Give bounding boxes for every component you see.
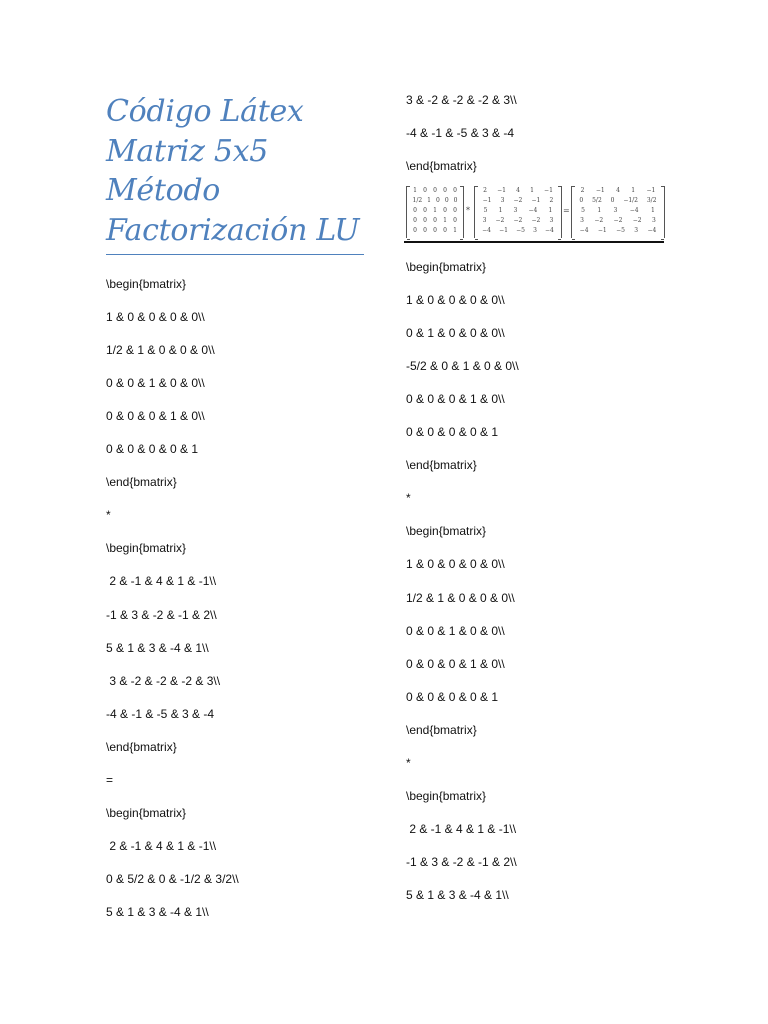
matrix-cell: −1	[499, 227, 508, 234]
matrix-cell: 0	[423, 217, 427, 224]
matrix-row	[475, 226, 561, 236]
matrix-cell: 3	[533, 227, 537, 234]
matrix-cell: 0	[443, 207, 447, 214]
matrix-cell: 0	[453, 217, 457, 224]
matrix-cell: 3	[513, 207, 518, 214]
matrix-cell: 3	[549, 217, 554, 224]
matrix-cell: 1	[427, 197, 431, 204]
latex-line: -1 & 3 & -2 & -1 & 2\\	[106, 607, 217, 622]
matrix-cell: 1	[631, 187, 636, 194]
matrix-cell: 1	[433, 207, 437, 214]
matrix-cell: −4	[545, 227, 554, 234]
matrix-cell: −5	[616, 227, 625, 234]
matrix-cell: 0	[433, 217, 437, 224]
matrix-a	[474, 186, 562, 238]
matrix-cell: 0	[423, 227, 427, 234]
latex-line: 3 & -2 & -2 & -2 & 3\\	[406, 93, 517, 107]
latex-line: \end{bmatrix}	[406, 722, 477, 737]
matrix-cell: 4	[616, 187, 620, 194]
matrix-cell: 2	[483, 187, 487, 194]
matrix-cell: 4	[516, 187, 520, 194]
document-title	[106, 92, 359, 250]
matrix-row	[475, 186, 561, 196]
matrix-cell: 0	[579, 197, 584, 204]
matrix-cell: 3	[613, 207, 618, 214]
latex-line: \end{bmatrix}	[106, 475, 177, 490]
matrix-cell: 5	[483, 207, 488, 214]
matrix-cell: −1	[544, 187, 553, 194]
matrix-row	[572, 206, 664, 216]
matrix-cell: −4	[629, 207, 639, 214]
matrix-cell: −1/2	[623, 197, 638, 204]
matrix-row	[407, 216, 463, 226]
matrix-cell: −1	[646, 187, 656, 194]
matrix-cell: 0	[433, 227, 437, 234]
matrix-row	[475, 216, 561, 226]
matrix-cell: 0	[443, 187, 447, 194]
latex-line: 1 & 0 & 0 & 0 & 0\\	[406, 293, 505, 308]
matrix-cell: −2	[495, 217, 505, 224]
matrix-cell: 1	[530, 187, 534, 194]
title-line-1: Código Látex	[106, 94, 304, 129]
matrix-row	[572, 196, 664, 206]
matrix-cell: −2	[531, 217, 541, 224]
latex-line: -5/2 & 0 & 1 & 0 & 0\\	[406, 359, 519, 374]
matrix-equation-image	[404, 184, 664, 244]
latex-line: -4 & -1 & -5 & 3 & -4	[406, 126, 515, 140]
matrix-cell: 3	[580, 217, 584, 224]
latex-line: 0 & 0 & 0 & 0 & 1	[406, 425, 499, 440]
latex-line: 0 & 0 & 0 & 1 & 0\\	[406, 656, 505, 671]
latex-line: 0 & 0 & 0 & 0 & 1	[406, 689, 499, 704]
matrix-cell: 3/2	[646, 197, 657, 204]
matrix-cell: 0	[423, 207, 427, 214]
matrix-cell: −4	[579, 227, 589, 234]
latex-line: \end{bmatrix}	[406, 458, 477, 473]
matrix-cell: 0	[610, 197, 615, 204]
matrix-cell: −1	[497, 187, 506, 194]
matrix-cell: −1	[595, 187, 605, 194]
latex-line: 0 & 0 & 1 & 0 & 0\\	[106, 376, 205, 391]
title-line-4: Factorización LU	[106, 212, 360, 248]
matrix-cell: −4	[482, 227, 491, 234]
latex-line: \end{bmatrix}	[106, 739, 177, 754]
matrix-cell: −4	[528, 207, 538, 214]
latex-line: -4 & -1 & -5 & 3 & -4	[106, 706, 215, 721]
matrix-result	[571, 186, 665, 238]
matrix-cell: 0	[413, 227, 417, 234]
matrix-row	[572, 216, 664, 226]
latex-line: 2 & -1 & 4 & 1 & -1\\	[406, 821, 517, 836]
matrix-cell: −2	[513, 197, 523, 204]
latex-line: 1 & 0 & 0 & 0 & 0\\	[406, 557, 505, 572]
matrix-row	[572, 186, 664, 196]
matrix-cell: 1	[597, 207, 602, 214]
latex-line: 0 & 5/2 & 0 & -1/2 & 3/2\\	[106, 871, 239, 886]
latex-line: \end{bmatrix}	[406, 159, 477, 173]
title-line-3: Método	[106, 173, 221, 208]
matrix-row	[475, 206, 561, 216]
matrix-cell: 5	[581, 207, 585, 214]
matrix-cell: 1	[498, 207, 503, 214]
matrix-cell: 5/2	[592, 197, 602, 204]
matrix-cell: 1	[443, 217, 447, 224]
latex-line: 0 & 0 & 0 & 1 & 0\\	[406, 392, 505, 407]
latex-line: *	[406, 755, 411, 770]
latex-line: 1 & 0 & 0 & 0 & 0\\	[106, 310, 205, 325]
latex-line: \begin{bmatrix}	[406, 788, 487, 803]
latex-line: \begin{bmatrix}	[106, 541, 187, 556]
matrix-cell: 0	[423, 187, 427, 194]
matrix-cell: 1	[413, 187, 417, 194]
matrix-row	[572, 226, 664, 236]
equals-operator: =	[563, 206, 570, 215]
matrix-cell: 1/2	[412, 197, 423, 204]
latex-line: 0 & 0 & 1 & 0 & 0\\	[406, 623, 505, 638]
matrix-cell: 1	[453, 227, 457, 234]
matrix-cell: −1	[531, 197, 541, 204]
matrix-row	[407, 206, 463, 216]
matrix-cell: 1	[548, 207, 553, 214]
latex-line: 0 & 1 & 0 & 0 & 0\\	[406, 326, 505, 341]
latex-line: 1/2 & 1 & 0 & 0 & 0\\	[106, 343, 215, 358]
matrix-cell: 0	[453, 207, 457, 214]
latex-line: *	[406, 491, 411, 506]
latex-line: 3 & -2 & -2 & -2 & 3\\	[106, 673, 221, 688]
latex-line: 2 & -1 & 4 & 1 & -1\\	[106, 574, 217, 589]
matrix-cell: −2	[513, 217, 523, 224]
matrix-cell: 0	[413, 207, 417, 214]
title-line-2: Matriz 5x5	[106, 133, 269, 169]
matrix-cell: 2	[549, 197, 554, 204]
matrix-row	[407, 226, 463, 236]
latex-line: 0 & 0 & 0 & 0 & 1	[106, 442, 199, 457]
matrix-cell: −5	[516, 227, 525, 234]
matrix-cell: 0	[443, 227, 447, 234]
matrix-cell: 3	[634, 227, 639, 234]
latex-line: =	[106, 772, 114, 787]
matrix-cell: 0	[435, 197, 440, 204]
matrix-cell: 2	[580, 187, 585, 194]
latex-line: -1 & 3 & -2 & -1 & 2\\	[406, 854, 517, 869]
matrix-cell: −2	[613, 217, 623, 224]
latex-line: \begin{bmatrix}	[106, 277, 187, 291]
matrix-cell: 3	[651, 217, 656, 224]
matrix-row	[407, 186, 463, 196]
matrix-cell: −2	[594, 217, 604, 224]
multiply-operator: *	[466, 206, 470, 215]
matrix-l1	[406, 186, 464, 238]
matrix-row	[407, 196, 463, 206]
latex-line: 5 & 1 & 3 & -4 & 1\\	[106, 640, 209, 655]
latex-line: 2 & -1 & 4 & 1 & -1\\	[106, 838, 217, 853]
matrix-cell: 0	[453, 187, 457, 194]
matrix-cell: −4	[647, 227, 657, 234]
matrix-cell: 1	[650, 207, 655, 214]
latex-line: 5 & 1 & 3 & -4 & 1\\	[106, 904, 209, 919]
matrix-cell: 0	[413, 217, 417, 224]
latex-line: 1/2 & 1 & 0 & 0 & 0\\	[406, 590, 515, 605]
matrix-row	[475, 196, 561, 206]
latex-line: \begin{bmatrix}	[406, 260, 487, 274]
matrix-cell: −2	[632, 217, 642, 224]
matrix-cell: 0	[453, 197, 458, 204]
matrix-cell: 3	[482, 217, 487, 224]
matrix-cell: 0	[433, 187, 437, 194]
latex-line: \begin{bmatrix}	[106, 805, 187, 820]
matrix-cell: 3	[500, 197, 505, 204]
title-underline	[106, 254, 364, 255]
image-divider	[404, 241, 664, 243]
latex-line: *	[106, 508, 111, 523]
matrix-cell: −1	[482, 197, 492, 204]
matrix-cell: 0	[444, 197, 449, 204]
latex-line: 0 & 0 & 0 & 1 & 0\\	[106, 409, 205, 424]
matrix-cell: −1	[597, 227, 607, 234]
latex-line: 5 & 1 & 3 & -4 & 1\\	[406, 887, 509, 902]
latex-line: \begin{bmatrix}	[406, 524, 487, 539]
